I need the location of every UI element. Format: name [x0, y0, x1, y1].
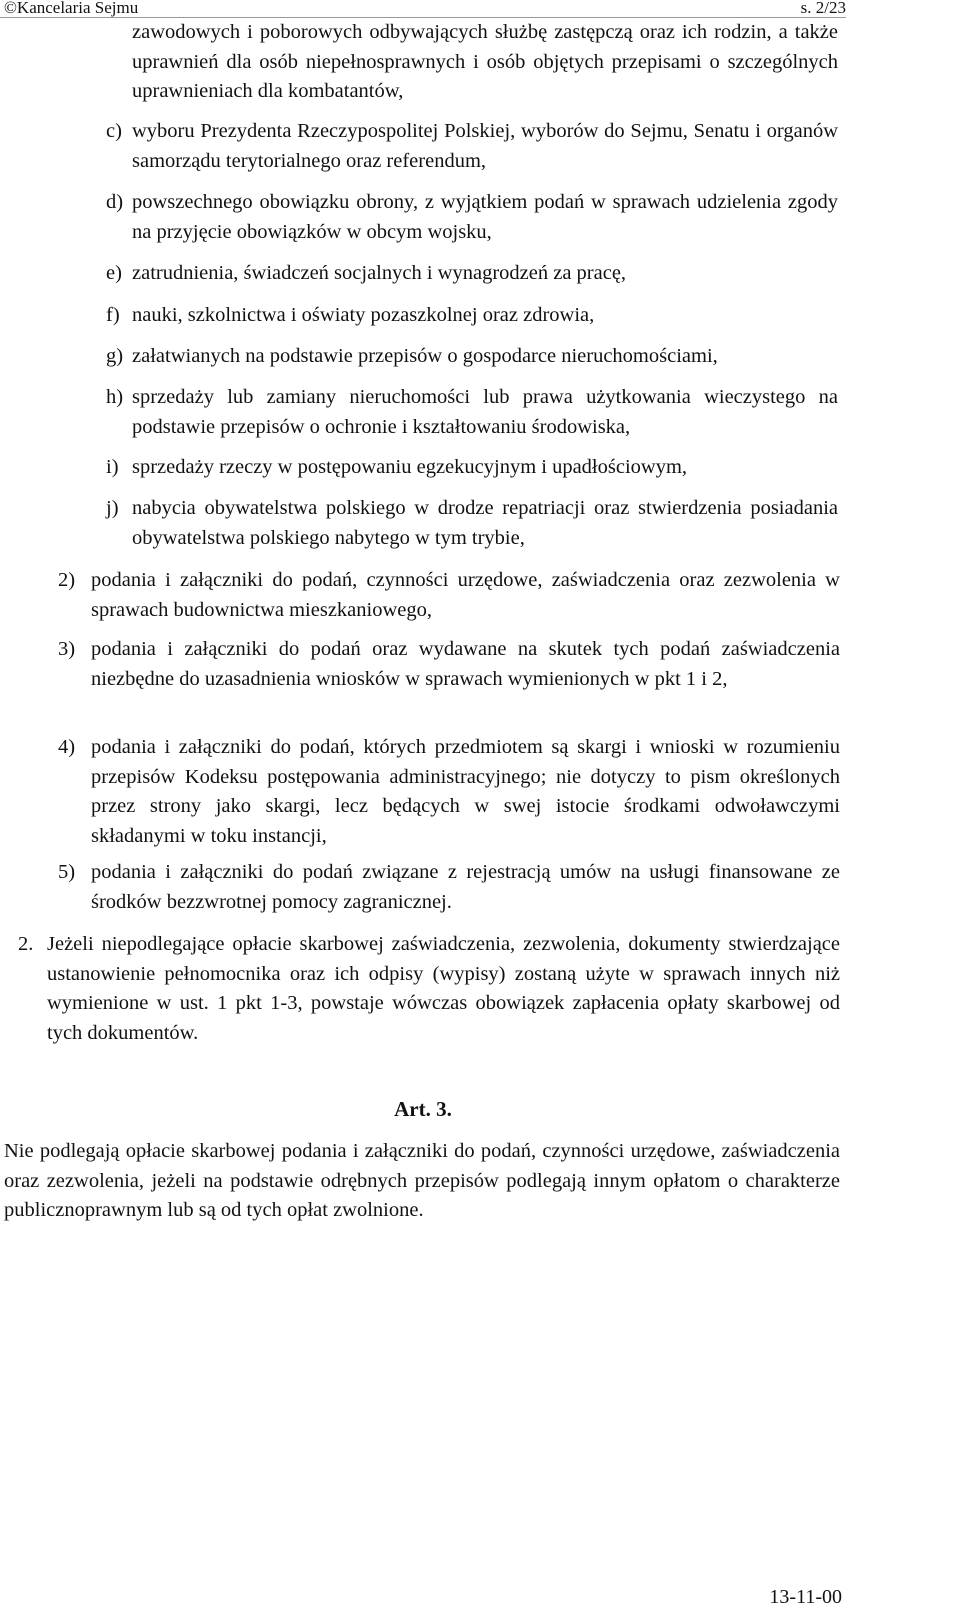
numbered-item-marker: 3) [58, 638, 76, 660]
numbered-item [58, 566, 840, 625]
list-item-marker: e) [106, 262, 122, 284]
list-item-marker: c) [106, 120, 122, 142]
numbered-item-text: podania i załączniki do podań, których przedmiotem są skargi i wnioski w rozumieniu przepisów Kodeksu postępowania administracyjnego; nie dotyczy to pism określonych przez strony jako skargi, lecz będących w swej istocie środkami odwoławczymi składanymi w toku instancji, [91, 736, 840, 847]
list-item-marker: f) [106, 304, 120, 326]
list-item-marker: h) [106, 386, 124, 408]
article-title: Art. 3. [394, 1097, 452, 1121]
list-item-marker: j) [106, 497, 119, 519]
list-item-marker: d) [106, 191, 124, 213]
list-item-text: zatrudnienia, świadczeń socjalnych i wynagrodzeń za pracę, [132, 262, 627, 284]
list-item [106, 259, 838, 289]
list-item-text: sprzedaży lub zamiany nieruchomości lub prawa użytkowania wieczystego na podstawie przepisów o ochronie i kształtowaniu środowiska, [132, 386, 838, 438]
list-item-text: nauki, szkolnictwa i oświaty pozaszkolnej oraz zdrowia, [132, 304, 595, 326]
list-item-text: nabycia obywatelstwa polskiego w drodze repatriacji oraz stwierdzenia posiadania obywatelstwa polskiego nabytego w tym trybie, [132, 497, 838, 549]
list-item [106, 453, 838, 483]
list-item [106, 342, 838, 372]
footer-code: 13-11-00 [769, 1586, 842, 1608]
list-item [106, 188, 838, 247]
numbered-item-marker: 5) [58, 861, 76, 883]
numbered-item-text: podania i załączniki do podań, czynności urzędowe, zaświadczenia oraz zezwolenia w sprawach budownictwa mieszkaniowego, [91, 569, 840, 621]
header-page-number: s. 2/23 [800, 0, 846, 17]
paragraph-2-marker: 2. [18, 933, 34, 955]
numbered-item [58, 858, 840, 917]
list-item [106, 301, 838, 331]
list-item-text: powszechnego obowiązku obrony, z wyjątkiem podań w sprawach udzielenia zgody na przyjęcie obowiązków w obcym wojsku, [132, 191, 838, 243]
numbered-item-text: podania i załączniki do podań związane z rejestracją umów na usługi finansowane ze środków bezzwrotnej pomocy zagranicznej. [91, 861, 840, 913]
numbered-item-marker: 4) [58, 736, 76, 758]
list-item [106, 117, 838, 176]
paragraph-2 [18, 930, 840, 1048]
numbered-item-text: podania i załączniki do podań oraz wydawane na skutek tych podań zaświadczenia niezbędne do uzasadnienia wniosków w sprawach wymienionych w pkt 1 i 2, [91, 638, 840, 690]
list-item-text: wyboru Prezydenta Rzeczypospolitej Polskiej, wyborów do Sejmu, Senatu i organów samorządu terytorialnego oraz referendum, [132, 120, 838, 172]
numbered-item [58, 635, 840, 694]
list-item-marker: g) [106, 345, 124, 367]
paragraph-2-text: Jeżeli niepodlegające opłacie skarbowej zaświadczenia, zezwolenia, dokumenty stwierdzające ustanowienie pełnomocnika oraz ich odpisy (wypisy) zostaną użyte w sprawach innych niż wymienione w ust. 1 pkt 1-3, powstaje wówczas obowiązek zapłacenia opłaty skarbowej od tych dokumentów. [47, 933, 840, 1044]
list-item [106, 494, 838, 553]
header-source: ©Kancelaria Sejmu [4, 0, 139, 17]
list-item-marker: i) [106, 456, 119, 478]
numbered-item-marker: 2) [58, 569, 76, 591]
list-item [106, 383, 838, 442]
intro-continuation: zawodowych i poborowych odbywających służbę zastępczą oraz ich rodzin, a także uprawnień dla osób niepełnosprawnych i osób objętych przepisami o szczególnych uprawnieniach dla kombatantów, [132, 21, 838, 102]
list-item-text: sprzedaży rzeczy w postępowaniu egzekucyjnym i upadłościowym, [132, 456, 688, 478]
numbered-item [58, 733, 840, 851]
list-item-text: załatwianych na podstawie przepisów o gospodarce nieruchomościami, [132, 345, 718, 367]
article-text: Nie podlegają opłacie skarbowej podania i załączniki do podań, czynności urzędowe, zaświadczenia oraz zezwolenia, jeżeli na podstawie odrębnych przepisów podlegają innym opłatom o charakterze publicznoprawnym lub są od tych opłat zwolnione. [4, 1140, 840, 1221]
